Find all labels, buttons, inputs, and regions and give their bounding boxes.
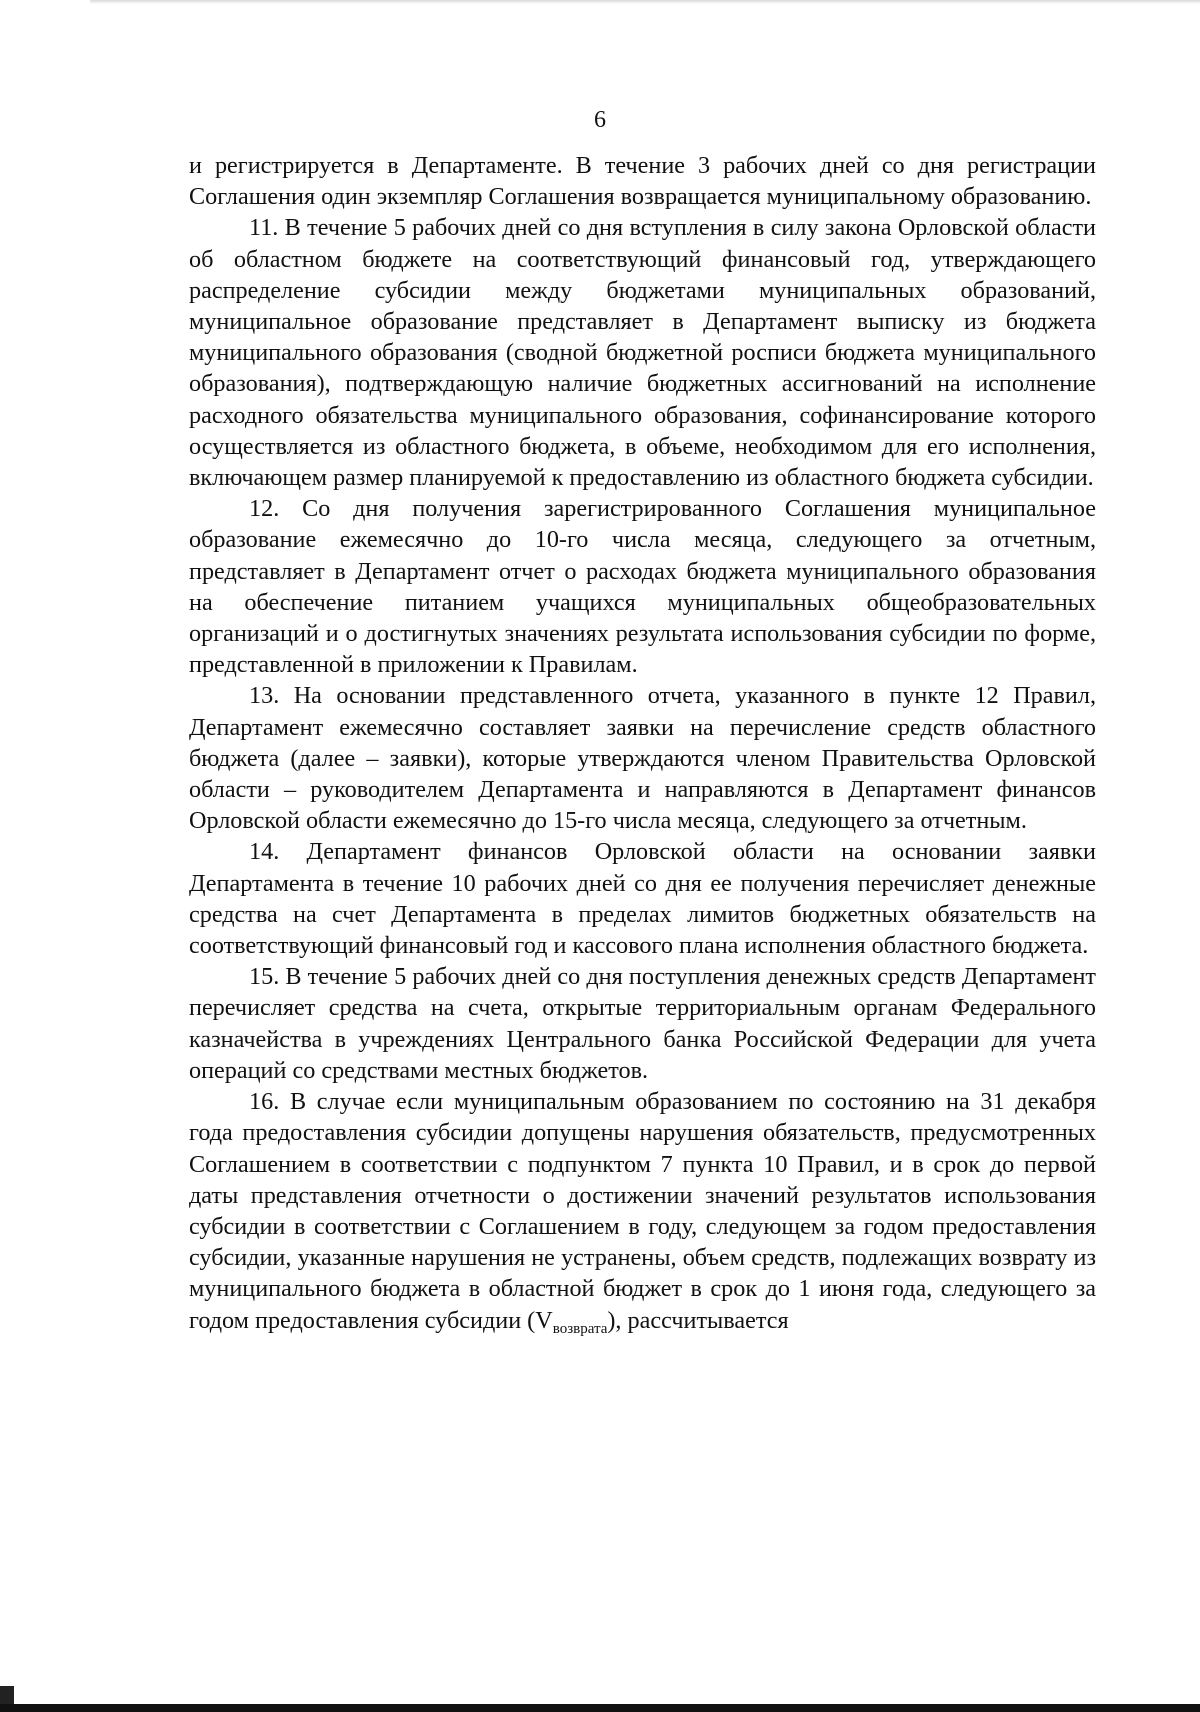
clause-16 — [189, 1086, 1096, 1336]
refund-subscript: возврата — [552, 1320, 608, 1337]
page-number: 6 — [594, 107, 606, 133]
clause-16-text: 16. В случае если муниципальным образованием по состоянию на 31 декабря года предоставления субсидии допущены нарушения обязательств, предусмотренных Соглашением в соответствии с подпунктом 7 пункта 10 Правил, и в срок до первой даты представления отчетности о достижении значений результатов использования субсидии в соответствии с Соглашением в году, следующем за годом предоставления субсидии, указанные нарушения не устранены, объем средств, подлежащих возврату из муниципального бюджета в областной бюджет в срок до 1 июня года, следующего за годом предоставления субсидии ( — [189, 1088, 1096, 1334]
clause-15: 15. В течение 5 рабочих дней со дня поступления денежных средств Департамент перечисляет средства на счета, открытые территориальным органам Федерального казначейства в учреждениях Центрального банка Российской Федерации для учета операций со средствами местных бюджетов. — [189, 963, 1096, 1084]
clause-13: 13. На основании представленного отчета, указанного в пункте 12 Правил, Департамент ежемесячно составляет заявки на перечисление средств областного бюджета (далее – заявки), которые утверждаются членом Правительства Орловской области – руководителем Департамента и направляются в Департамент финансов Орловской области ежемесячно до 15-го числа месяца, следующего за отчетным. — [189, 682, 1096, 835]
scan-bottom-edge — [0, 1704, 1200, 1712]
clause-11: 11. В течение 5 рабочих дней со дня вступления в силу закона Орловской области об областном бюджете на соответствующий финансовый год, утверждающего распределение субсидии между бюджетами муниципальных образований, муниципальное образование представляет в Департамент выписку из бюджета муниципального образования (сводной бюджетной росписи бюджета муниципального образования), подтверждающую наличие бюджетных ассигнований на исполнение расходного обязательства муниципального образования, софинансирование которого осуществляется из областного бюджета, в объеме, необходимом для его исполнения, включающем размер планируемой к предоставлению из областного бюджета субсидии. — [189, 214, 1096, 492]
clause-12: 12. Со дня получения зарегистрированного Соглашения муниципальное образование ежемесячно до 10-го числа месяца, следующего за отчетным, представляет в Департамент отчет о расходах бюджета муниципального образования на обеспечение питанием учащихся муниципальных общеобразовательных организаций и о достигнутых значениях результата использования субсидии по форме, представленной в приложении к Правилам. — [189, 495, 1096, 679]
clause-14: 14. Департамент финансов Орловской области на основании заявки Департамента в течение 10 рабочих дней со дня ее получения перечисляет денежные средства на счет Департамента в пределах лимитов бюджетных обязательств на соответствующий финансовый год и кассового плана исполнения областного бюджета. — [189, 838, 1096, 960]
scan-corner-mark — [0, 1686, 14, 1704]
intro-paragraph: и регистрируется в Департаменте. В течение 3 рабочих дней со дня регистрации Соглашения один экземпляр Соглашения возвращается муниципальному образованию. — [189, 152, 1096, 211]
document-body — [189, 150, 1096, 1336]
clause-16-tail: ), рассчитывается — [607, 1306, 789, 1334]
scan-top-edge — [90, 0, 1200, 4]
refund-symbol: V — [535, 1306, 553, 1334]
